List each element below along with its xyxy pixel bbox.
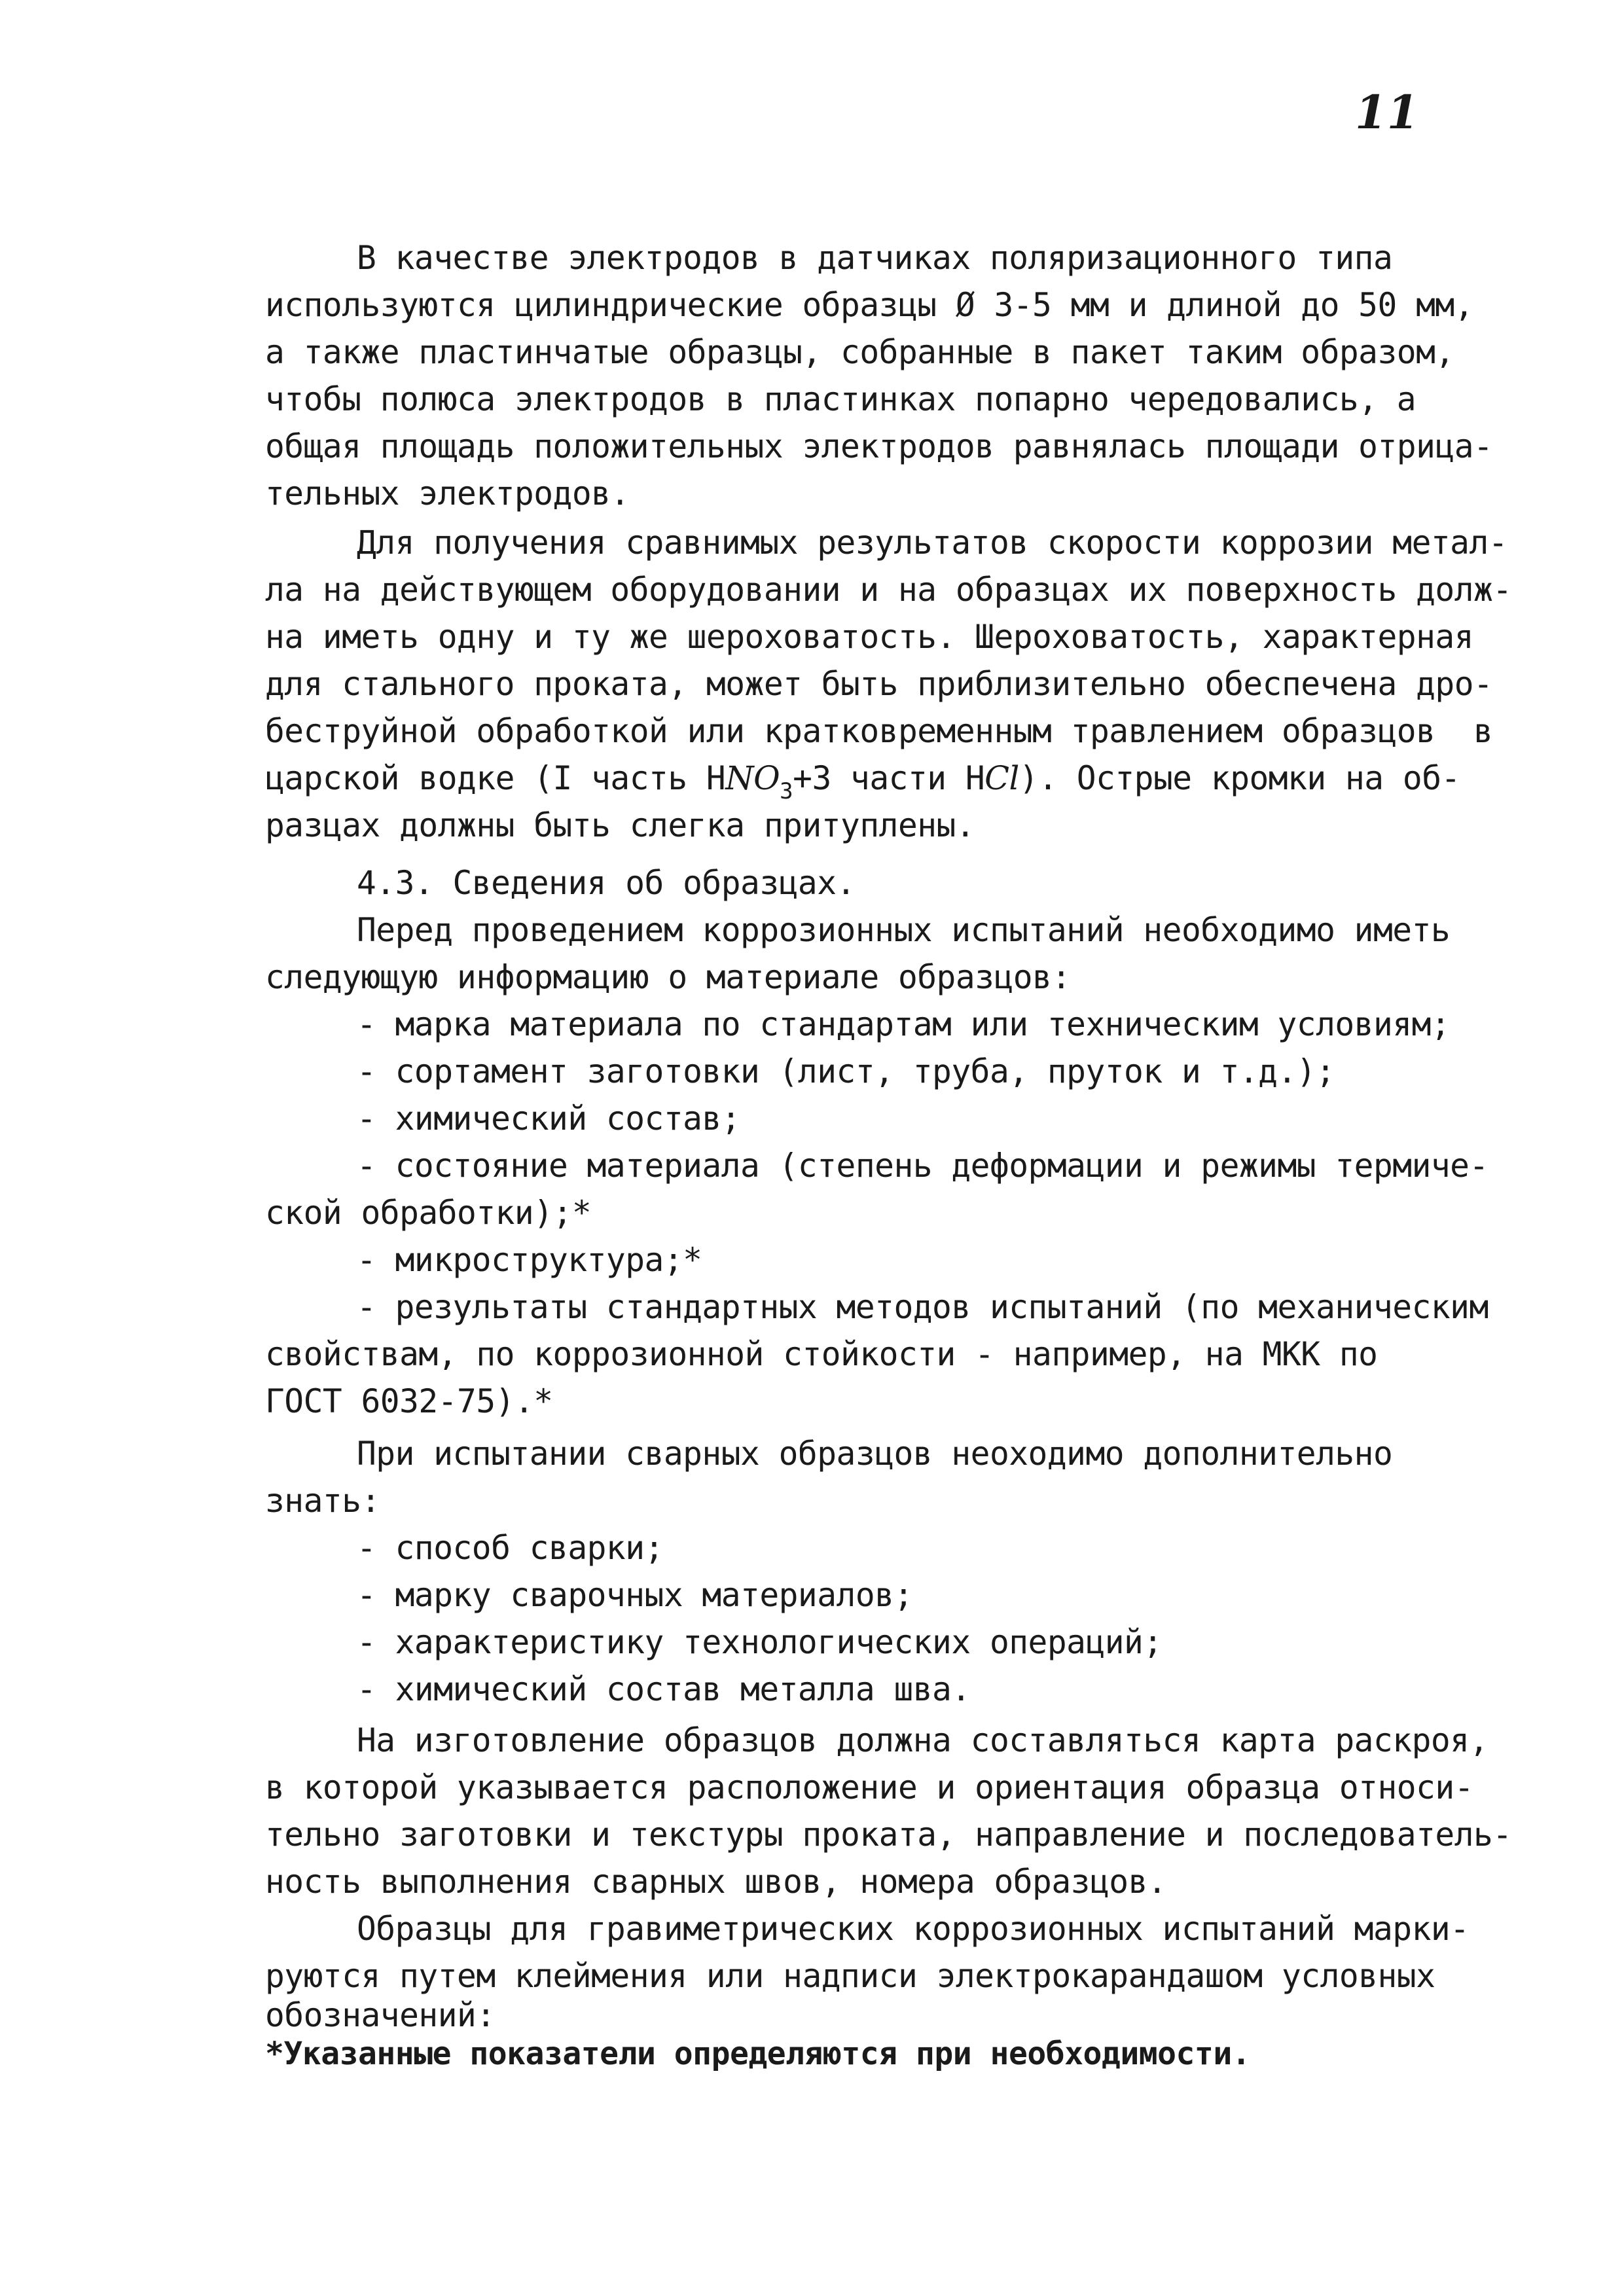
text-line: руются путем клеймения или надписи электрокарандашом условных (265, 1957, 1435, 1995)
text-line: Образцы для гравиметрических коррозионных испытаний марки- (357, 1910, 1470, 1948)
list-item-continuation: ГОСТ 6032-75).* (265, 1382, 553, 1420)
formula-prefix: царской водке (I часть Н (265, 759, 726, 797)
text-line: В качестве электродов в датчиках поляризационного типа (357, 239, 1393, 277)
list-item: - характеристику технологических операций; (357, 1623, 1163, 1661)
formula-suffix: ). Острые кромки на об- (1019, 759, 1460, 797)
text-line: беструйной обработкой или кратковременным травлением образцов в (265, 712, 1493, 750)
subscript-3: 3 (780, 778, 793, 804)
formula-middle: +3 части Н (793, 759, 985, 797)
list-item: - химический состав металла шва. (357, 1670, 971, 1708)
text-line: Перед проведением коррозионных испытаний необходимо иметь (357, 911, 1451, 949)
list-item: - марку сварочных материалов; (357, 1576, 913, 1614)
text-line: в которой указывается расположение и ориентация образца относи- (265, 1768, 1473, 1806)
list-item: - способ сварки; (357, 1529, 664, 1567)
text-line: общая площадь положительных электродов равнялась площади отрица- (265, 427, 1493, 465)
text-line: следующую информацию о материале образцов: (265, 958, 1071, 996)
text-line: знать: (265, 1482, 380, 1520)
text-line: тельных электродов. (265, 475, 630, 512)
list-item: - состояние материала (степень деформации и режимы термиче- (357, 1147, 1489, 1185)
text-line: ность выполнения сварных швов, номера образцов. (265, 1863, 1167, 1901)
section-heading: 4.3. Сведения об образцах. (357, 864, 856, 902)
list-item: - микроструктура;* (357, 1241, 702, 1279)
text-line: тельно заготовки и текстуры проката, направление и последователь- (265, 1816, 1512, 1854)
text-line: на иметь одну и ту же шероховатость. Шероховатость, характерная (265, 618, 1473, 656)
text-line: а также пластинчатые образцы, собранные в пакет таким образом, (265, 333, 1454, 371)
formula-line (265, 759, 1460, 804)
footnote: *Указанные показатели определяются при необходимости. (265, 2036, 1251, 2072)
nitric-symbol: NO (725, 759, 780, 797)
list-item: - результаты стандартных методов испытаний (по механическим (357, 1288, 1489, 1326)
text-line: При испытании сварных образцов неоходимо дополнительно (357, 1435, 1393, 1473)
text-line: для стального проката, может быть приблизительно обеспечена дро- (265, 665, 1493, 703)
list-item-continuation: свойствам, по коррозионной стойкости - например, на МКК по (265, 1335, 1378, 1373)
page-number: 11 (1355, 85, 1419, 139)
text-line: используются цилиндрические образцы Ø 3-5 мм и длиной до 50 мм, (265, 286, 1473, 324)
text-line: На изготовление образцов должна составляться карта раскроя, (357, 1721, 1489, 1759)
text-line: чтобы полюса электродов в пластинках попарно чередовались, а (265, 380, 1416, 418)
text-line: ла на действующем оборудовании и на образцах их поверхность долж- (265, 571, 1512, 609)
text-line: разцах должны быть слегка притуплены. (265, 806, 975, 844)
text-line: Для получения сравнимых результатов скорости коррозии метал- (357, 524, 1508, 562)
list-item: - сортамент заготовки (лист, труба, пруток и т.д.); (357, 1052, 1335, 1090)
list-item: - марка материала по стандартам или техническим условиям; (357, 1005, 1451, 1043)
list-item-continuation: ской обработки);* (265, 1194, 592, 1232)
text-line: обозначений: (265, 1996, 496, 2034)
list-item: - химический состав; (357, 1100, 741, 1138)
chlorine-symbol: Cl (984, 759, 1019, 797)
